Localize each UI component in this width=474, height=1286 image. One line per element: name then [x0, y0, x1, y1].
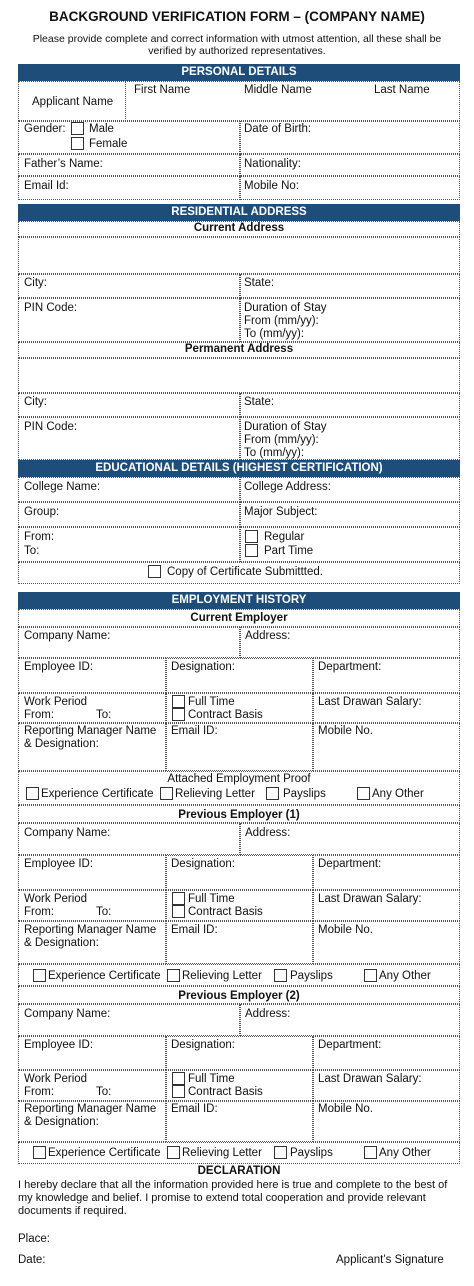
prev1-exp-cert-checkbox[interactable] — [33, 969, 46, 982]
major-subject-label: Major Subject: — [244, 506, 318, 518]
current-stay-to-label: To (mm/yy): — [244, 328, 305, 340]
prev1-manager-email-label: Email ID: — [171, 924, 218, 936]
permanent-stay-label: Duration of Stay — [244, 421, 327, 433]
current-address-field[interactable] — [18, 237, 460, 274]
prev2-emp-id-label: Employee ID: — [24, 1039, 94, 1051]
current-stay-label: Duration of Stay — [244, 302, 327, 314]
prev1-manager-label: Reporting Manager Name — [24, 924, 157, 936]
prev2-manager-designation-label: & Designation: — [24, 1116, 99, 1128]
prev2-exp-cert-label: Experience Certificate — [48, 1147, 161, 1159]
prev2-address-label: Address: — [245, 1008, 291, 1020]
part-time-checkbox[interactable] — [245, 544, 258, 557]
prev2-company-label: Company Name: — [24, 1008, 111, 1020]
prev1-work-period-label: Work Period — [24, 893, 88, 905]
prev2-relieving-label: Relieving Letter — [182, 1147, 262, 1159]
education-to-label: To: — [24, 545, 40, 557]
prev1-salary-label: Last Drawan Salary: — [318, 893, 422, 905]
prev2-manager-label: Reporting Manager Name — [24, 1103, 157, 1115]
current-other-label: Any Other — [372, 788, 424, 800]
permanent-stay-from-label: From (mm/yy): — [244, 434, 319, 446]
prev2-full-time-label: Full Time — [188, 1073, 235, 1085]
permanent-city-label: City: — [24, 396, 47, 408]
prev1-payslips-label: Payslips — [290, 970, 333, 982]
prev2-employer-label: Previous Employer (2) — [178, 990, 300, 1002]
prev1-relieving-label: Relieving Letter — [182, 970, 262, 982]
current-payslips-label: Payslips — [283, 788, 326, 800]
applicant-name-label: Applicant Name — [32, 96, 114, 108]
current-designation-label: Designation: — [171, 661, 235, 673]
current-other-checkbox[interactable] — [357, 787, 370, 800]
prev1-other-checkbox[interactable] — [364, 969, 377, 982]
declaration-text: I hereby declare that all the information provided here is true and complete to the best of my knowledge and belief. I promise to extend total cooperation and provide relevant documents if required. — [18, 1179, 448, 1217]
female-label: Female — [89, 138, 128, 150]
current-manager-label: Reporting Manager Name — [24, 725, 157, 737]
father-name-label: Father’s Name: — [24, 158, 103, 170]
current-relieving-label: Relieving Letter — [175, 788, 255, 800]
permanent-stay-to-label: To (mm/yy): — [244, 447, 305, 459]
current-contract-checkbox[interactable] — [172, 708, 185, 721]
certificate-label: Copy of Certificate Submittted. — [167, 566, 323, 578]
prev1-contract-checkbox[interactable] — [172, 905, 185, 918]
prev2-exp-cert-checkbox[interactable] — [33, 1146, 46, 1159]
prev1-manager-designation-label: & Designation: — [24, 937, 99, 949]
place-label: Place: — [18, 1233, 50, 1245]
prev1-relieving-checkbox[interactable] — [167, 969, 180, 982]
prev1-contract-label: Contract Basis — [188, 906, 263, 918]
regular-checkbox[interactable] — [245, 530, 258, 543]
group-label: Group: — [24, 506, 60, 518]
prev1-emp-id-label: Employee ID: — [24, 858, 94, 870]
current-manager-mobile-label: Mobile No. — [318, 725, 373, 737]
prev2-from-label: From: — [24, 1086, 55, 1098]
prev1-from-label: From: — [24, 906, 55, 918]
prev1-payslips-checkbox[interactable] — [274, 969, 287, 982]
prev2-manager-mobile-label: Mobile No. — [318, 1103, 373, 1115]
prev2-to-label: To: — [96, 1086, 112, 1098]
current-manager-designation-label: & Designation: — [24, 738, 99, 750]
form-title: BACKGROUND VERIFICATION FORM – (COMPANY NAME) — [49, 9, 425, 24]
prev1-full-time-label: Full Time — [188, 893, 235, 905]
female-checkbox[interactable] — [71, 137, 84, 150]
last-name-label: Last Name — [374, 84, 430, 96]
education-from-label: From: — [24, 531, 55, 543]
form-intro: Please provide complete and correct information with utmost attention, all these shall be verified by authorized representatives. — [32, 33, 442, 57]
gender-label: Gender: — [24, 123, 66, 135]
current-salary-label: Last Drawan Salary: — [318, 696, 422, 708]
permanent-pin-label: PIN Code: — [24, 421, 78, 433]
current-manager-email-label: Email ID: — [171, 725, 218, 737]
prev1-address-label: Address: — [245, 827, 291, 839]
current-pin-label: PIN Code: — [24, 302, 78, 314]
dob-label: Date of Birth: — [244, 123, 312, 135]
prev2-other-label: Any Other — [379, 1147, 431, 1159]
certificate-checkbox[interactable] — [148, 565, 161, 578]
current-exp-cert-checkbox[interactable] — [26, 787, 39, 800]
personal-details-header: PERSONAL DETAILS — [18, 64, 460, 81]
prev2-manager-email-label: Email ID: — [171, 1103, 218, 1115]
prev1-employer-label: Previous Employer (1) — [178, 809, 300, 821]
prev1-company-label: Company Name: — [24, 827, 111, 839]
current-emp-id-label: Employee ID: — [24, 661, 94, 673]
prev2-relieving-checkbox[interactable] — [167, 1146, 180, 1159]
permanent-address-field[interactable] — [18, 358, 460, 393]
current-exp-cert-label: Experience Certificate — [41, 788, 154, 800]
first-name-label: First Name — [134, 84, 191, 96]
applicant-signature-label: Applicant’s Signature — [336, 1254, 444, 1266]
prev1-department-label: Department: — [318, 858, 382, 870]
current-full-time-label: Full Time — [188, 696, 235, 708]
current-employer-label: Current Employer — [190, 612, 288, 624]
prev2-designation-label: Designation: — [171, 1039, 235, 1051]
email-label: Email Id: — [24, 180, 69, 192]
current-stay-from-label: From (mm/yy): — [244, 315, 319, 327]
permanent-address-label: Permanent Address — [184, 343, 294, 355]
residential-address-header: RESIDENTIAL ADDRESS — [18, 204, 460, 221]
permanent-state-label: State: — [244, 396, 275, 408]
date-label: Date: — [18, 1254, 46, 1266]
prev2-full-time-checkbox[interactable] — [172, 1072, 185, 1085]
prev2-salary-label: Last Drawan Salary: — [318, 1073, 422, 1085]
current-work-period-label: Work Period — [24, 696, 88, 708]
current-address-label: Current Address — [193, 222, 285, 234]
current-city-field[interactable] — [18, 274, 240, 298]
current-relieving-checkbox[interactable] — [160, 787, 173, 800]
nationality-label: Nationality: — [244, 158, 301, 170]
prev1-exp-cert-label: Experience Certificate — [48, 970, 161, 982]
male-checkbox[interactable] — [71, 122, 84, 135]
college-name-label: College Name: — [24, 481, 101, 493]
prev2-work-period-label: Work Period — [24, 1073, 88, 1085]
attached-proof-label: Attached Employment Proof — [167, 773, 311, 785]
prev2-contract-label: Contract Basis — [188, 1086, 263, 1098]
current-payslips-checkbox[interactable] — [266, 787, 279, 800]
employment-history-header: EMPLOYMENT HISTORY — [18, 592, 460, 609]
prev1-other-label: Any Other — [379, 970, 431, 982]
prev2-other-checkbox[interactable] — [364, 1146, 377, 1159]
current-state-label: State: — [244, 277, 275, 289]
part-time-label: Part Time — [264, 545, 314, 557]
permanent-city-field[interactable] — [18, 393, 240, 417]
current-department-label: Department: — [318, 661, 382, 673]
current-city-label: City: — [24, 277, 47, 289]
current-contract-label: Contract Basis — [188, 709, 263, 721]
mobile-label: Mobile No: — [244, 180, 299, 192]
current-full-time-checkbox[interactable] — [172, 695, 185, 708]
current-employer-address-label: Address: — [245, 630, 291, 642]
educational-details-header: EDUCATIONAL DETAILS (HIGHEST CERTIFICATION) — [18, 460, 460, 477]
current-to-label: To: — [96, 709, 112, 721]
current-from-label: From: — [24, 709, 55, 721]
prev2-payslips-label: Payslips — [290, 1147, 333, 1159]
middle-name-label: Middle Name — [244, 84, 312, 96]
prev2-department-label: Department: — [318, 1039, 382, 1051]
prev1-manager-mobile-label: Mobile No. — [318, 924, 373, 936]
male-label: Male — [89, 123, 114, 135]
college-address-label: College Address: — [244, 481, 331, 493]
prev1-designation-label: Designation: — [171, 858, 235, 870]
current-company-label: Company Name: — [24, 630, 111, 642]
prev2-payslips-checkbox[interactable] — [274, 1146, 287, 1159]
declaration-title: DECLARATION — [197, 1165, 281, 1177]
prev1-to-label: To: — [96, 906, 112, 918]
regular-label: Regular — [264, 531, 305, 543]
prev1-full-time-checkbox[interactable] — [172, 892, 185, 905]
prev2-contract-checkbox[interactable] — [172, 1085, 185, 1098]
